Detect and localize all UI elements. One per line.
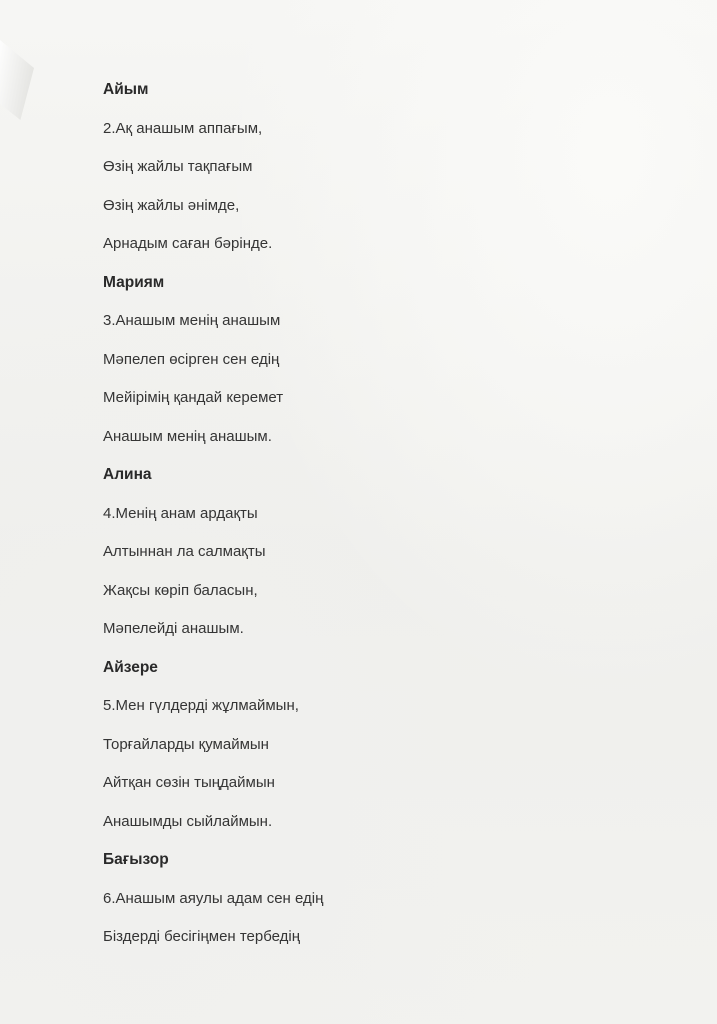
- poem-line: Мәпелейді анашым.: [103, 620, 244, 637]
- stanza-bagyzor: [103, 850, 663, 966]
- poem-line: Өзің жайлы тақпағым: [103, 158, 253, 175]
- speaker-name: Алина: [103, 466, 152, 483]
- poem-line: Айтқан сөзін тыңдаймын: [103, 774, 275, 791]
- poem-text: [103, 80, 663, 966]
- poem-line: Арнадым саған бәрінде.: [103, 235, 273, 252]
- poem-line: Анашым менің анашым.: [103, 427, 272, 445]
- poem-line: 5.Мен гүлдерді жұлмаймын,: [103, 697, 299, 714]
- poem-line: Өзің жайлы әнімде,: [103, 196, 240, 214]
- poem-line: Жақсы көріп баласын,: [103, 581, 258, 599]
- poem-line: 6.Анашым аяулы адам сен едің: [103, 889, 324, 907]
- poem-line: 3.Анашым менің анашым: [103, 312, 281, 329]
- poem-line: Анашымды сыйлаймын.: [103, 812, 273, 830]
- stanza-aiym: [103, 80, 663, 273]
- poem-line: Алтыннан ла салмақты: [103, 543, 266, 560]
- poem-line: 4.Менің анам ардақты: [103, 504, 258, 522]
- speaker-name: Мариям: [103, 273, 165, 291]
- poem-line: Торғайларды қумаймын: [103, 735, 269, 753]
- stanza-mariyam: [103, 273, 663, 466]
- folded-corner: [0, 40, 34, 120]
- poem-line: Мейірімің қандай керемет: [103, 389, 284, 406]
- stanza-aizere: [103, 658, 663, 851]
- stanza-alina: [103, 465, 663, 658]
- poem-line: Мәпелеп өсірген сен едің: [103, 350, 280, 368]
- poem-line: Біздерді бесігіңмен тербедің: [103, 928, 301, 945]
- speaker-name: Айым: [103, 81, 149, 98]
- speaker-name: Айзере: [103, 658, 158, 676]
- speaker-name: Бағызор: [103, 851, 169, 868]
- poem-line: 2.Ақ анашым аппағым,: [103, 119, 263, 137]
